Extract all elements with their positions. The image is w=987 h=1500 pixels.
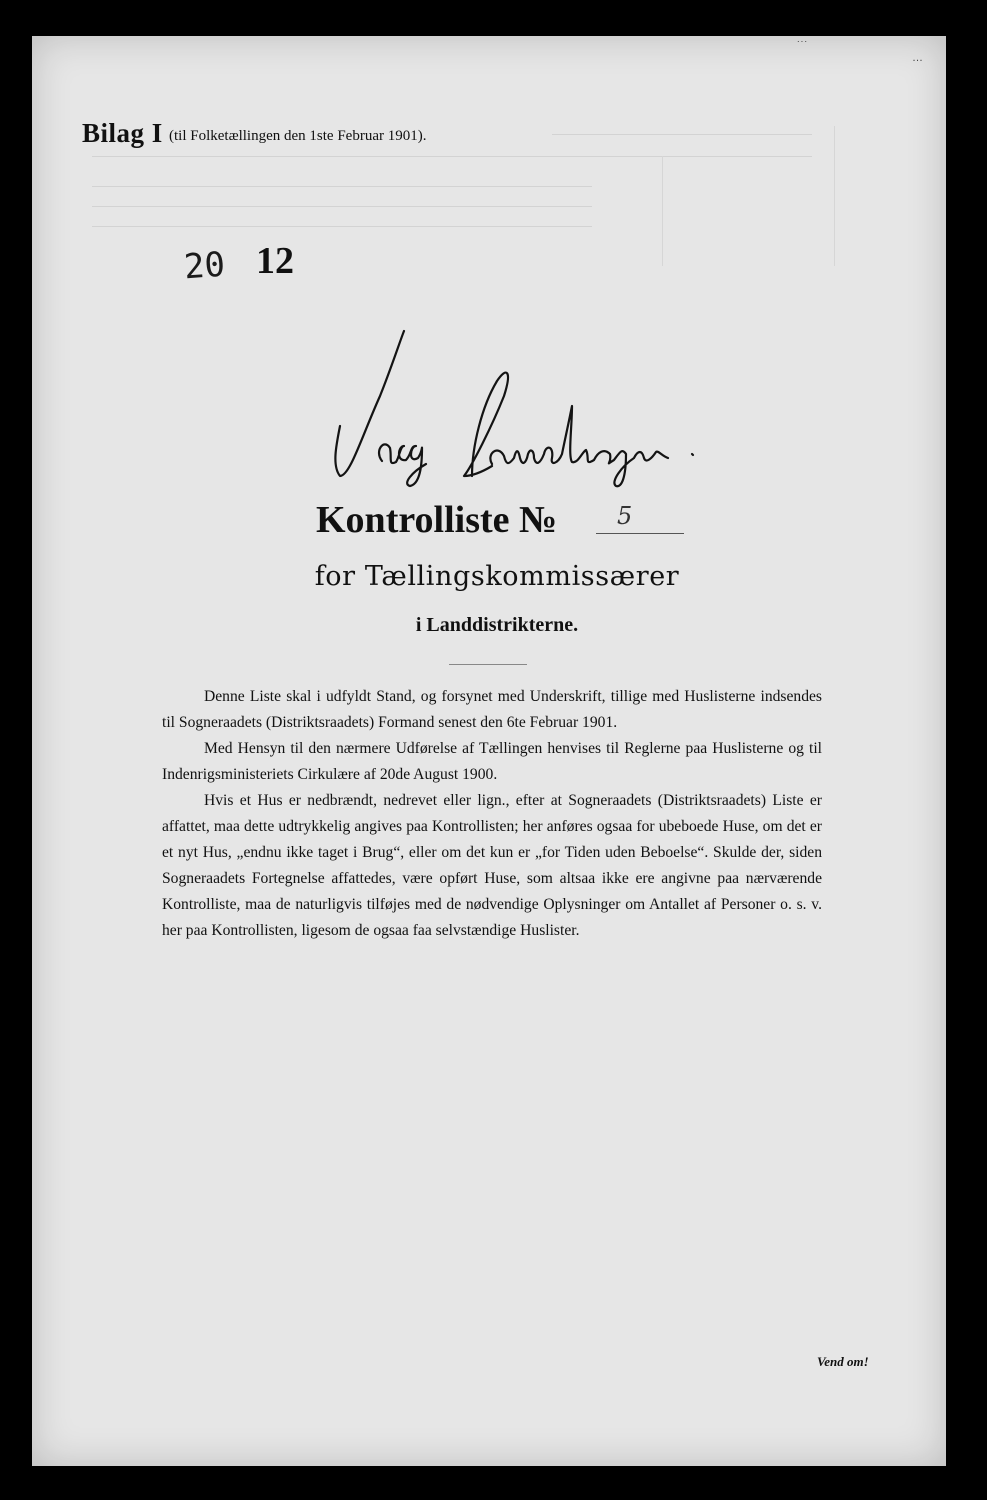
- handwritten-number: 20: [182, 244, 227, 288]
- bilag-note: (til Folketællingen den 1ste Februar 1901).: [169, 128, 427, 144]
- corner-mark: …: [912, 52, 923, 64]
- bleed-line: [92, 226, 592, 227]
- instruction-paragraph: Med Hensyn til den nærmere Udførelse af Tællingen henvises til Reglerne paa Huslisterne og til Indenrigsministeriets Cirkulære af 20de August 1900.: [162, 740, 822, 783]
- document-title: Kontrolliste №: [316, 499, 558, 541]
- turn-over-note: Vend om!: [817, 1354, 869, 1369]
- document-sheet: [32, 36, 946, 1466]
- bleed-line: [92, 206, 592, 207]
- list-number: 5: [617, 502, 633, 530]
- handwritten-place-signature: [322, 326, 702, 506]
- bleed-line: [552, 134, 812, 135]
- bleed-vline: [662, 156, 663, 266]
- instructions-text: [162, 684, 822, 944]
- bleed-vline: [834, 126, 835, 266]
- bleed-line: [92, 186, 592, 187]
- document-subtitle-region: i Landdistrikterne.: [415, 614, 579, 636]
- corner-mark: ˙˙˙: [797, 40, 808, 52]
- printed-number: 12: [256, 240, 294, 282]
- bilag-heading: Bilag I: [82, 118, 163, 148]
- document-subtitle: for Tællingskommissærer: [314, 561, 680, 592]
- instruction-paragraph: Denne Liste skal i udfyldt Stand, og forsynet med Underskrift, tillige med Huslisterne indsendes til Sogneraadets (Distriktsraadets) Formand senest den 6te Februar 1901.: [162, 688, 822, 731]
- instruction-paragraph: Hvis et Hus er nedbrændt, nedrevet eller lign., efter at Sogneraadets (Distriktsraadets) Liste er affattet, maa dette udtrykkelig angives paa Kontrollisten; her anføres ogsaa for ubeboede Huse, om det er et nyt Hus, „endnu ikke taget i Brug“, eller om det kun er „for Tiden uden Beboelse“. Skulde der, siden Sogneraadets Fortegnelse affattedes, være opført Huse, som altsaa ikke ere angivne paa nærværende Kontrolliste, maa de naturligvis tilføjes med de nødvendige Oplysninger om Antallet af Personer o. s. v. her paa Kontrollisten, ligesom de ogsaa faa selvstændige Huslister.: [162, 792, 822, 939]
- list-number-line: [596, 533, 684, 534]
- bleed-line: [92, 156, 812, 157]
- divider: [449, 664, 527, 665]
